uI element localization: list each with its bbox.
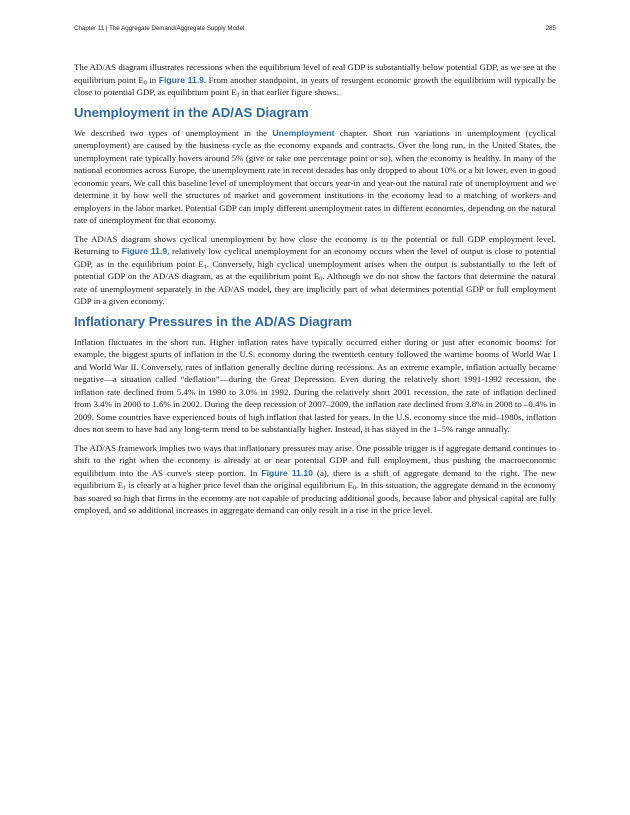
chapter-title: Chapter 11 | The Aggregate Demand/Aggregate Supply Model bbox=[74, 25, 245, 32]
text-run: in bbox=[146, 74, 159, 85]
subscript: 0 bbox=[143, 80, 147, 86]
text-run: . Conversely, high cyclical unemployment arises when the output is substantially to the left of potential GDP on the AD/AS diagram, as at the equilibrium point E bbox=[74, 258, 556, 281]
text-run: , relatively low cyclical unemployment for an economy occurs when the level of output is close to potential GDP, as in the equilibrium point E bbox=[74, 246, 557, 269]
figure-link[interactable]: Figure 11.9 bbox=[158, 74, 204, 85]
figure-link[interactable]: Figure 11.9 bbox=[121, 246, 168, 256]
section-heading: Unemployment in the AD/AS Diagram bbox=[74, 104, 309, 120]
paragraph bbox=[74, 127, 556, 227]
subscript: 1 bbox=[203, 264, 207, 270]
text-run: . From another standpoint, in years of resurgent economic growth the equilibrium will typically be close to potential GDP, as equilibrium point E bbox=[74, 74, 556, 97]
text-run: . In this situation, the aggregate demand in the economy has soared so high that firms in the economy are not capable of producing additional goods, because labor and physical capital are fully employed, and so additional increases in aggregate demand can only result in a rise in the price level. bbox=[74, 480, 556, 515]
subscript: 1 bbox=[123, 485, 127, 492]
text-run: (a), there is a shift of aggregate demand to the right. The new equilibrium E bbox=[74, 467, 556, 490]
page-number: 285 bbox=[545, 25, 556, 32]
text-run: is clearly at a higher price level than the original equilibrium E bbox=[126, 480, 353, 490]
chapter-link[interactable]: Unemployment bbox=[272, 127, 335, 138]
subscript: 0 bbox=[319, 276, 323, 283]
subscript: 1 bbox=[236, 92, 240, 99]
paragraph bbox=[74, 442, 556, 517]
text-run: chapter. Short run variations in unemployment (cyclical unemployment) are caused by the business cycle as the economy expands and contracts. Over the long run, in the United States, the unemployment rate typically hovers around 5% (give or take one percentage point or so), when the economy is healthy. In many of the national economies across Europe, the unemployment rate in recent decades has only dropped to about 10% or a bit lower, even in good economic years. We call this baseline level of unemployment that occurs year-in and year-out the natural rate of unemployment and we determine it by how well the structures of market and government institutions in the economy lead to a matching of workers and employers in the labor market. Potential GDP can imply different unemployment rates in different economies, depending on the natural rate of unemployment for that economy. bbox=[74, 127, 556, 225]
subscript: 0 bbox=[352, 485, 356, 492]
running-header bbox=[74, 23, 556, 35]
body-text bbox=[74, 61, 556, 523]
section-heading: Inflationary Pressures in the AD/AS Diagram bbox=[74, 313, 352, 329]
text-run: We described two types of unemployment in the bbox=[74, 127, 273, 138]
text-run: in that earlier figure shows. bbox=[239, 87, 339, 97]
text-run: The AD/AS framework implies two ways that inflationary pressures may arise. One possible trigger is if aggregate demand continues to shift to the right when the economy is already at or near potential GDP and full employment, thus pushing the macroeconomic equilibrium into the AS curve's steep portion. In bbox=[74, 442, 556, 478]
paragraph bbox=[74, 233, 556, 308]
paragraph bbox=[74, 61, 556, 99]
paragraph: Inflation fluctuates in the short run. Higher inflation rates have typically occurred either during or just after economic booms: for example, the biggest spurts of inflation in the U.S. economy during the twentieth century followed the wartime booms of World War I and World War II. Conversely, rates of inflation generally decline during recessions. As an extreme example, inflation actually became negative—a situation called “deflation”—during the Great Depression. Even during the relatively short 1991-1992 recession, the inflation rate declined from 5.4% in 1990 to 3.0% in 1992. During the relatively short 2001 recession, the rate of inflation declined from 3.4% in 2000 to 1.6% in 2002. During the deep recession of 2007–2009, the inflation rate declined from 3.8% in 2008 to –0.4% in 2009. Some countries have experienced bouts of high inflation that lasted for years. In the U.S. economy since the mid–1980s, inflation does not seem to have had any long-term trend to be substantially higher. Instead, it has stayed in the 1–5% range annually. bbox=[74, 336, 556, 434]
text-run: The AD/AS diagram illustrates recessions when the equilibrium level of real GDP is substantially below potential GDP, as we see at the equilibrium point E bbox=[74, 62, 556, 85]
figure-link[interactable]: Figure 11.10 bbox=[261, 467, 313, 478]
text-run: . Although we do not show the factors that determine the natural rate of unemployment separately in the AD/AS model, they are implicitly part of what determines potential GDP or full employment GDP in a given economy. bbox=[74, 271, 556, 306]
text-run: The AD/AS diagram shows cyclical unemployment by how close the economy is to the potential or full GDP employment level. Returning to bbox=[74, 233, 556, 256]
